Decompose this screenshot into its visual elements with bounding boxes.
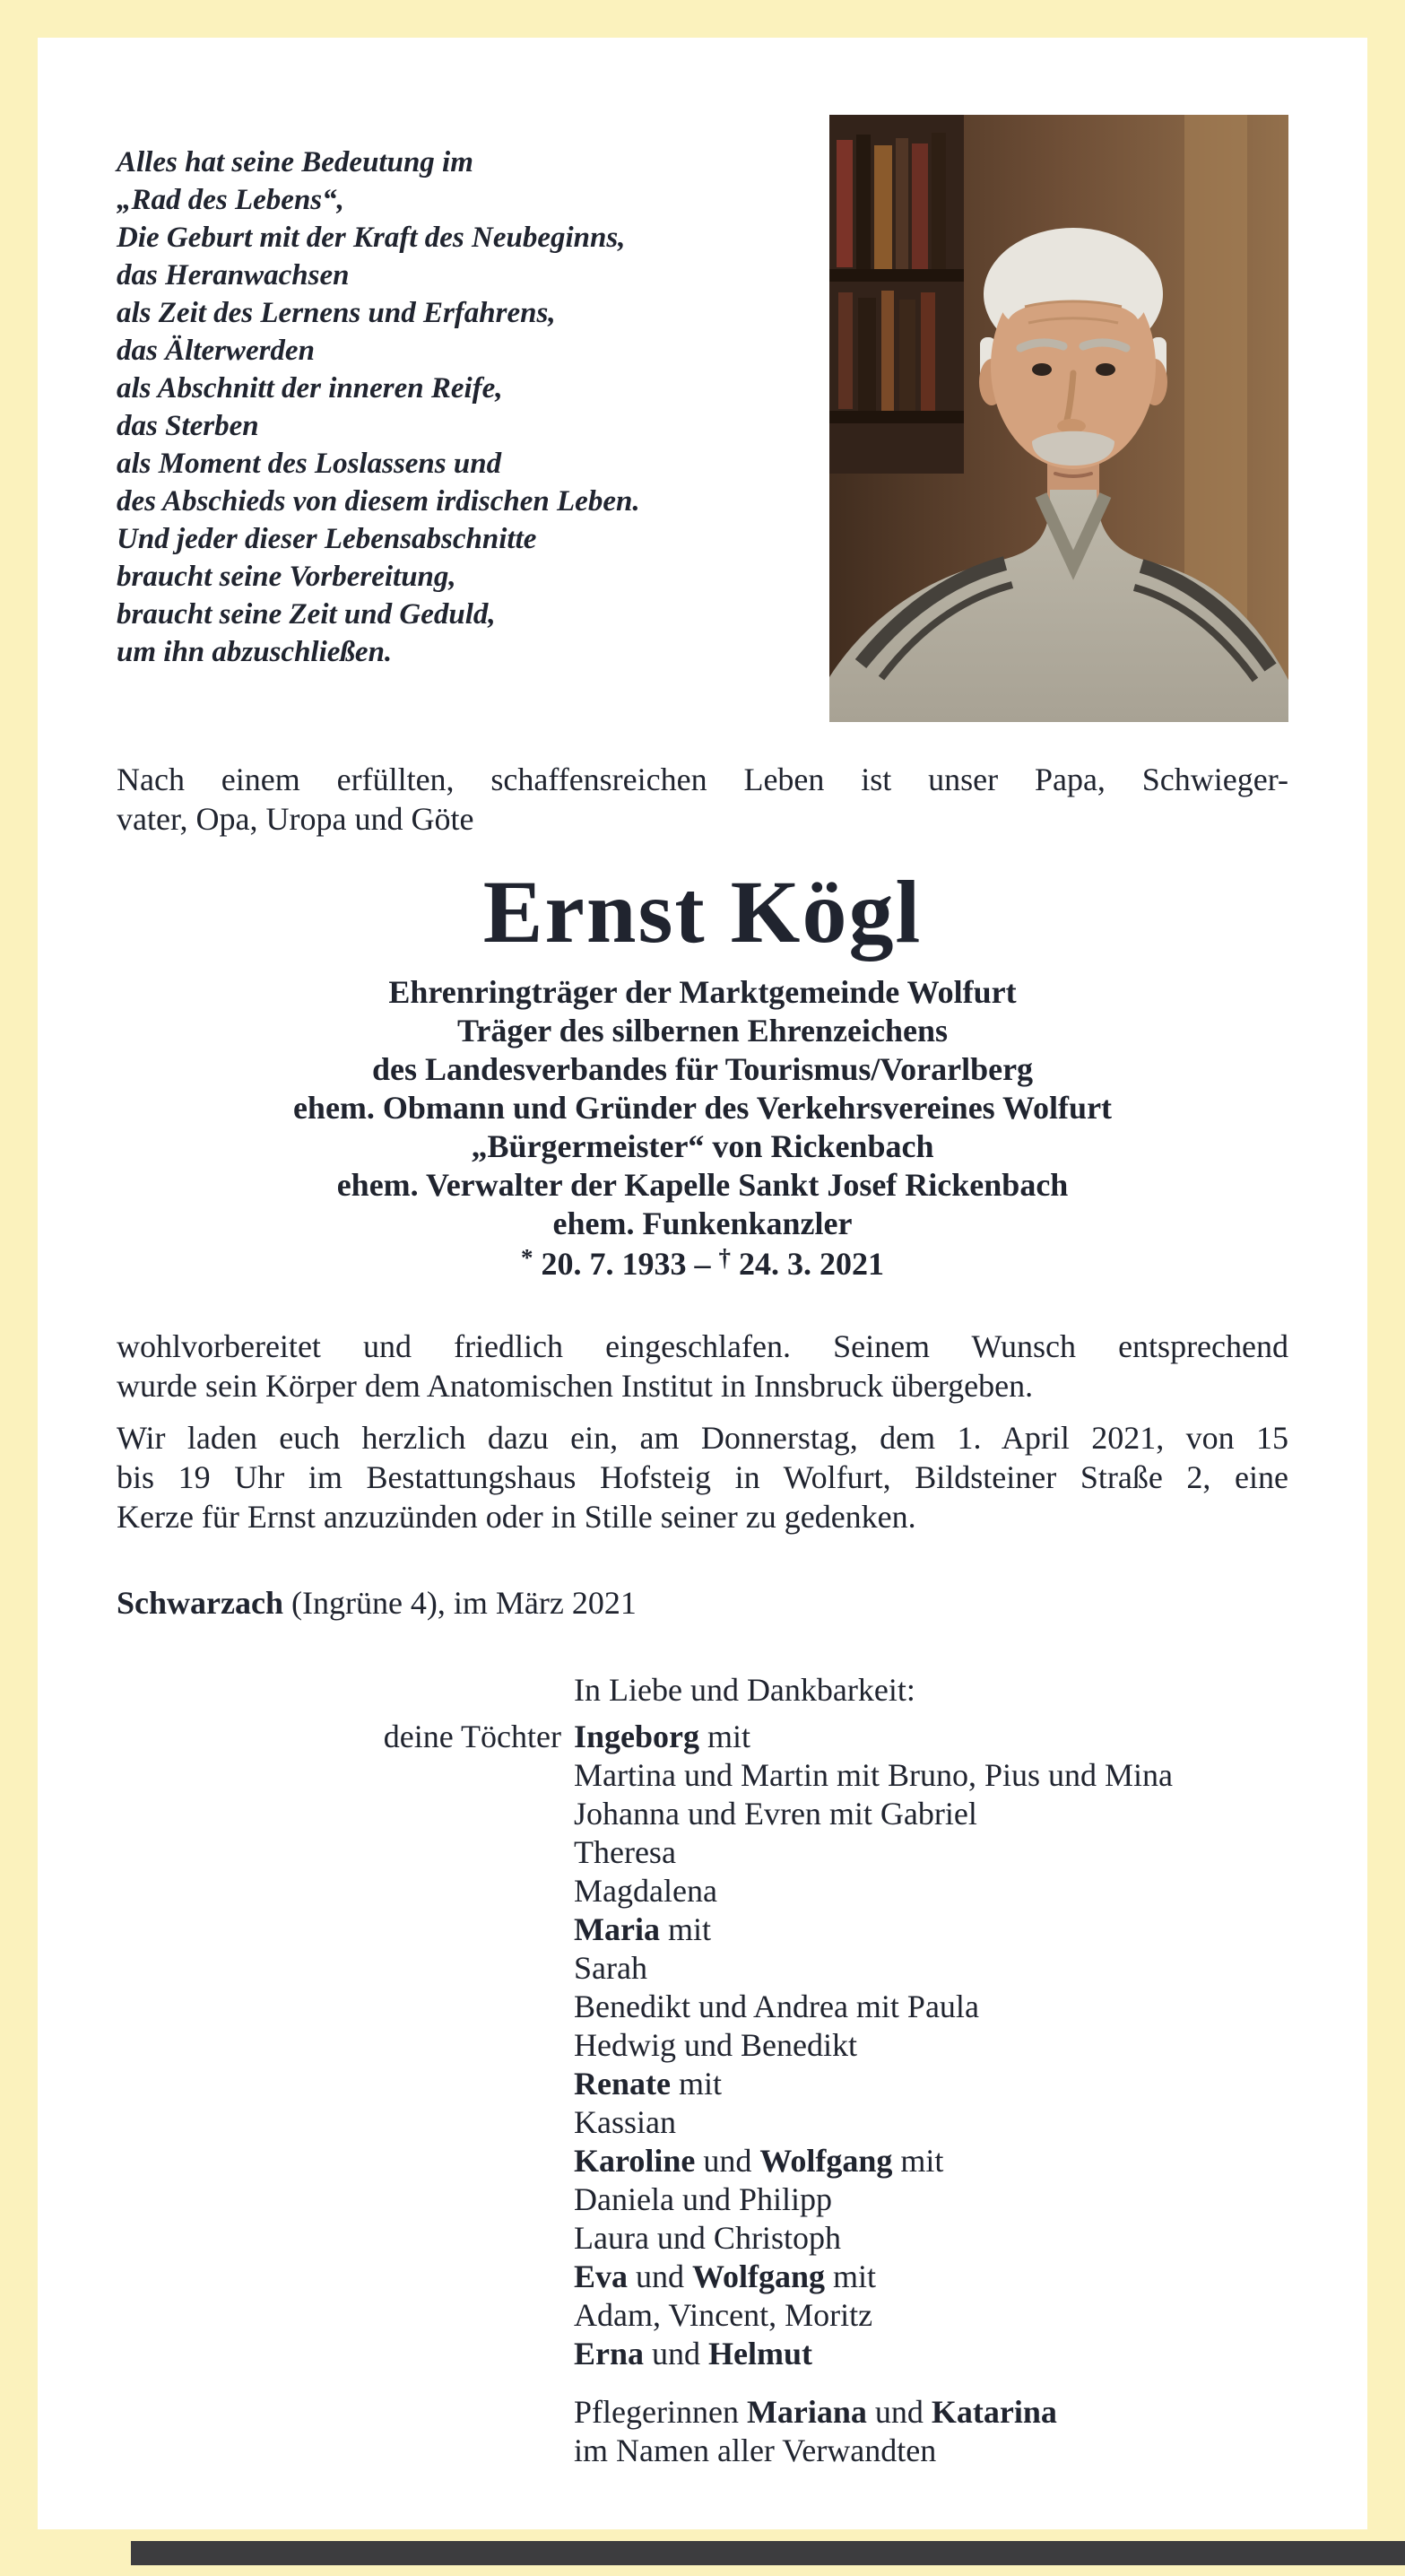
birth-date: 20. 7. 1933 xyxy=(541,1246,687,1282)
closing-section xyxy=(383,1671,1288,2470)
header-section xyxy=(117,38,1288,722)
relatives-line: im Namen aller Verwandten xyxy=(574,2432,937,2468)
bottom-page-edge-bar xyxy=(131,2541,1405,2565)
dates-separator: – xyxy=(694,1246,711,1282)
deceased-name: Ernst Kögl xyxy=(482,862,923,962)
family-list xyxy=(383,1718,1288,2373)
closing-heading: In Liebe und Dankbarkeit: xyxy=(574,1672,915,1708)
death-note-paragraph: wohlvorbereitet und friedlich eingeschlafen. Seinem Wunsch entsprechend wurde sein Körper dem Anatomischen Institut in Innsbruck übergeben. xyxy=(117,1328,1288,1404)
place-dateline: Schwarzach (Ingrüne 4), im März 2021 xyxy=(117,1585,637,1621)
death-date: 24. 3. 2021 xyxy=(739,1246,884,1282)
obituary-card xyxy=(38,38,1367,2529)
birth-symbol: * xyxy=(521,1244,533,1271)
honors-block xyxy=(117,973,1288,1287)
portrait-illustration xyxy=(829,115,1288,722)
daughters-label: deine Töchter xyxy=(383,1719,561,1754)
opening-poem: Alles hat seine Bedeutung im „Rad des Lebens“, Die Geburt mit der Kraft des Neubeginns, das Heranwachsen als Zeit des Lernens und Erfahrens, das Älterwerden als Abschnitt der inneren Reife, das Sterben als Moment des Loslassens und des Abschieds von diesem irdischen Leben. Und jeder dieser Lebensabschnitte braucht seine Vorbereitung, braucht seine Zeit und Geduld, um ihn abzuschließen. xyxy=(117,146,640,668)
life-dates xyxy=(117,1243,1288,1287)
caregivers-line: Pflegerinnen Mariana und Katarina xyxy=(574,2394,1057,2430)
death-symbol: † xyxy=(718,1244,731,1271)
portrait-photo xyxy=(829,115,1288,722)
honors-list: Ehrenringträger der Marktgemeinde Wolfurt Träger des silbernen Ehrenzeichens des Landesverbandes für Tourismus/Vorarlberg ehem. Obmann und Gründer des Verkehrsvereines Wolfurt „Bürgermeister“ von Rickenbach ehem. Verwalter der Kapelle Sankt Josef Rickenbach ehem. Funkenkanzler xyxy=(292,974,1113,1241)
invitation-paragraph: Wir laden euch herzlich dazu ein, am Donnerstag, dem 1. April 2021, von 15 bis 19 Uhr im Bestattungshaus Hofsteig in Wolfurt, Bildsteiner Straße 2, eine Kerze für Ernst anzuzünden oder in Stille seiner zu gedenken. xyxy=(117,1420,1288,1535)
intro-paragraph: Nach einem erfüllten, schaffensreichen Leben ist unser Papa, Schwieger- vater, Opa, Uropa und Göte xyxy=(117,761,1288,837)
family-lines: Ingeborg mit Martina und Martin mit Bruno, Pius und Mina Johanna und Evren mit Gabriel Theresa Magdalena Maria mit Sarah Benedikt und Andrea mit Paula Hedwig und Benedikt Renate mit Kassian Karoline und Wolfgang mit Daniela und Philipp Laura und Christoph Eva und Wolfgang mit Adam, Vincent, Moritz Erna und Helmut xyxy=(574,1719,1173,2371)
